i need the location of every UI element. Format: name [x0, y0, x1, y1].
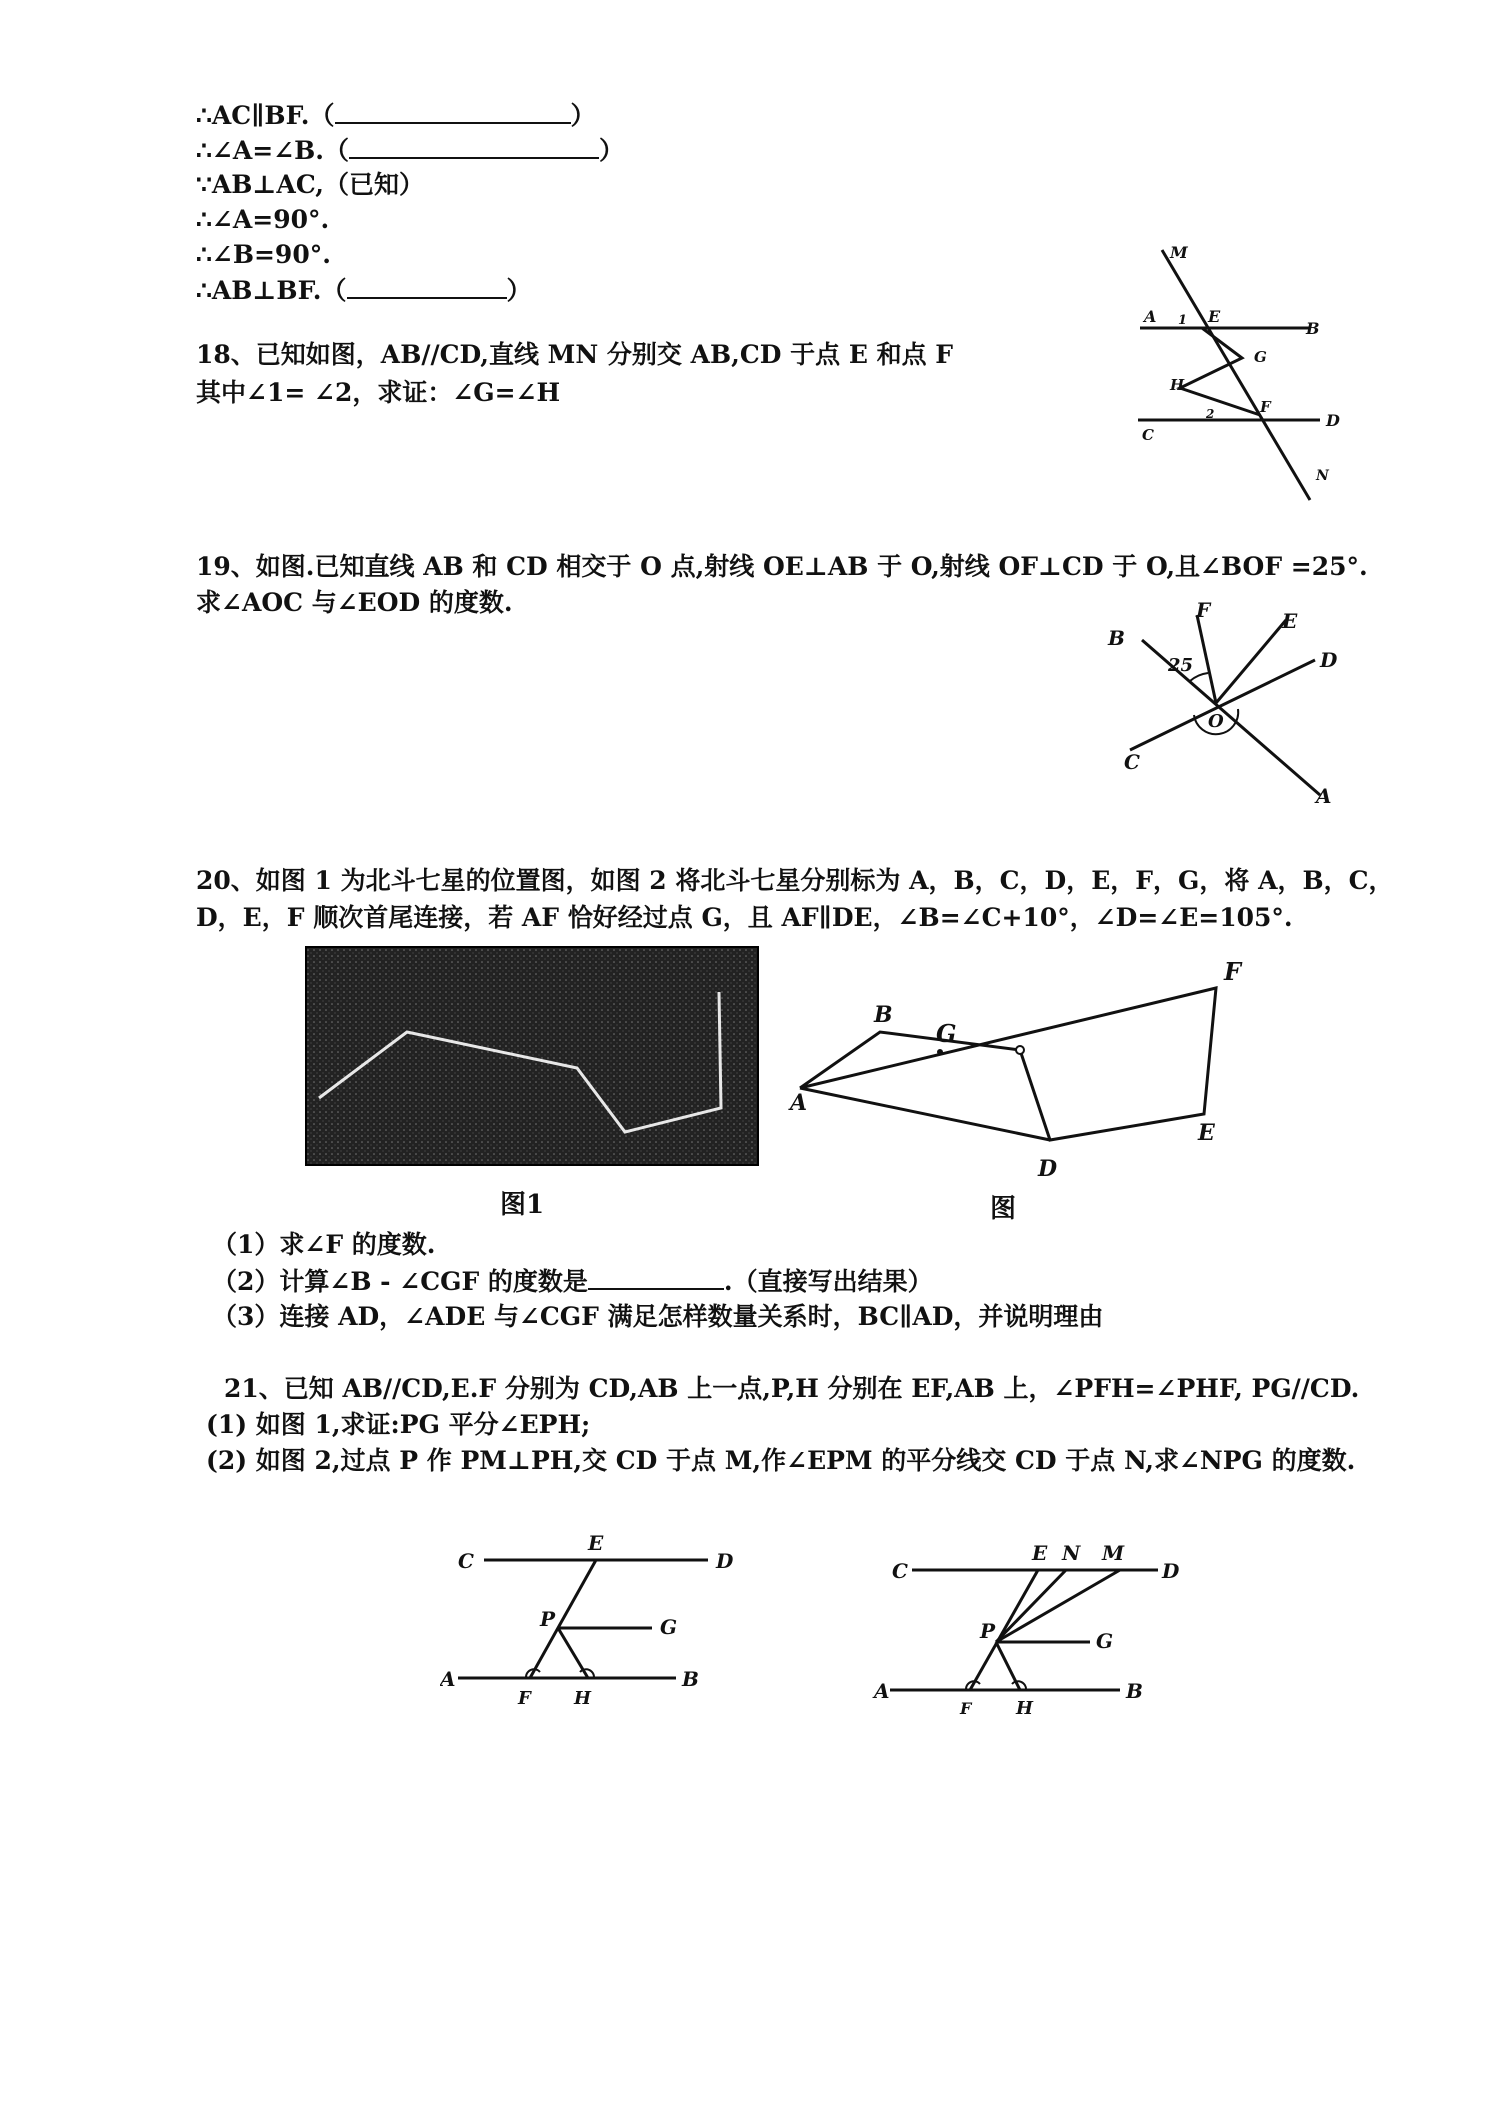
segment-ph — [996, 1642, 1020, 1690]
q20-text-1: 20、如图 1 为北斗七星的位置图，如图 2 将北斗七星分别标为 A，B，C，D，E，F，G，将 A，B，C， — [196, 866, 1394, 895]
q21-figure-2 — [870, 1530, 1190, 1730]
label-d: D — [1038, 1156, 1058, 1180]
label-d: D — [1326, 411, 1340, 430]
label-g: G — [660, 1615, 678, 1639]
label-g: G — [936, 1019, 957, 1048]
label-d: D — [1162, 1559, 1180, 1583]
label-f: F — [1224, 957, 1242, 986]
label-angle-2: 2 — [1206, 407, 1215, 421]
q21-text-3: (2) 如图 2,过点 P 作 PM⊥PH,交 CD 于点 M,作∠EPM 的平分线交 CD 于点 N,求∠NPG 的度数. — [206, 1446, 1356, 1475]
proof-line-1: ∴AC∥BF.（ ） — [196, 101, 596, 130]
q21-figure-1 — [440, 1520, 740, 1720]
q21-text-1: 21、已知 AB//CD,E.F 分别为 CD,AB 上一点,P,H 分别在 EF,AB 上，∠PFH=∠PHF, PG//CD. — [224, 1374, 1360, 1403]
label-d: D — [1320, 648, 1338, 672]
label-a: A — [874, 1679, 890, 1703]
label-p: P — [540, 1607, 556, 1631]
q18-figure — [1120, 240, 1360, 510]
proof-line-2: ∴∠A=∠B.（ ） — [196, 136, 624, 165]
label-angle-1: 1 — [1178, 313, 1188, 328]
label-g: G — [1254, 348, 1267, 366]
label-a: A — [1144, 307, 1157, 326]
label-a: A — [790, 1090, 808, 1116]
answer-blank[interactable] — [347, 275, 507, 299]
fig1-caption: 图1 — [500, 1190, 545, 1220]
proof-line-5: ∴∠B=90°. — [196, 240, 331, 269]
big-dipper-photo-drawing — [307, 948, 757, 1164]
label-b: B — [1306, 319, 1320, 338]
label-p: P — [980, 1619, 996, 1643]
label-e: E — [1198, 1120, 1215, 1146]
label-c: C — [892, 1559, 908, 1583]
dipper-polygon — [800, 988, 1216, 1140]
q20-sub-2: （2）计算∠B - ∠CGF 的度数是 .（直接写出结果） — [212, 1267, 933, 1296]
label-o: O — [1208, 711, 1224, 732]
fig2-caption: 图 — [990, 1194, 1017, 1224]
segment-ad — [800, 1088, 1050, 1140]
label-h: H — [1016, 1698, 1034, 1719]
label-n: N — [1316, 468, 1329, 484]
label-g: G — [1096, 1629, 1114, 1653]
label-b: B — [874, 1002, 893, 1028]
q18-text-2: 其中∠1= ∠2，求证：∠G=∠H — [196, 378, 561, 407]
big-dipper-photo — [305, 946, 759, 1166]
q20-text-2: D，E，F 顺次首尾连接，若 AF 恰好经过点 G，且 AF∥DE，∠B=∠C+10°，∠D=∠E=105°. — [196, 903, 1293, 932]
q20-figure-2 — [780, 950, 1260, 1180]
q21-text-2: (1) 如图 1,求证:PG 平分∠EPH; — [206, 1410, 591, 1439]
zigzag-eghf — [1180, 328, 1260, 415]
answer-blank[interactable] — [349, 135, 599, 159]
label-f: F — [960, 1699, 972, 1718]
label-e: E — [1282, 609, 1298, 633]
label-b: B — [682, 1667, 699, 1691]
line-cd — [1130, 660, 1315, 750]
label-h: H — [574, 1688, 592, 1709]
label-n: N — [1062, 1541, 1081, 1565]
label-f: F — [518, 1688, 531, 1709]
proof-line-6: ∴AB⊥BF.（ ） — [196, 276, 532, 305]
answer-blank[interactable] — [335, 100, 571, 124]
q18-text-1: 18、已知如图，AB//CD,直线 MN 分别交 AB,CD 于点 E 和点 F — [196, 340, 954, 369]
label-d: D — [716, 1549, 734, 1573]
q20-sub-3: （3）连接 AD，∠ADE 与∠CGF 满足怎样数量关系时，BC∥AD，并说明理由 — [212, 1302, 1104, 1331]
label-h: H — [1170, 376, 1185, 394]
point-g — [937, 1049, 943, 1055]
label-f: F — [1196, 598, 1211, 622]
line-mn — [1162, 250, 1310, 500]
label-e: E — [1032, 1541, 1048, 1565]
label-e: E — [588, 1531, 604, 1555]
q19-text-2: 求∠AOC 与∠EOD 的度数. — [196, 588, 513, 617]
answer-blank[interactable] — [588, 1266, 724, 1290]
label-b: B — [1108, 626, 1125, 650]
label-angle-25: 25 — [1168, 655, 1194, 676]
label-f: F — [1260, 398, 1271, 416]
q20-sub-1: （1）求∠F 的度数. — [212, 1230, 436, 1259]
proof-line-4: ∴∠A=90°. — [196, 205, 330, 234]
label-c: C — [1142, 426, 1154, 444]
label-a: A — [1316, 784, 1332, 808]
q19-figure — [1090, 595, 1350, 815]
proof-line-3: ∵AB⊥AC,（已知） — [196, 170, 424, 199]
point-c — [1016, 1046, 1024, 1054]
label-b: B — [1126, 1679, 1143, 1703]
label-m: M — [1170, 243, 1188, 262]
label-c: C — [458, 1549, 474, 1573]
label-c: C — [1124, 750, 1140, 774]
q19-text-1: 19、如图.已知直线 AB 和 CD 相交于 O 点,射线 OE⊥AB 于 O,射线 OF⊥CD 于 O,且∠BOF =25°. — [196, 552, 1368, 581]
label-e: E — [1208, 307, 1221, 326]
label-a: A — [440, 1667, 456, 1691]
label-m: M — [1102, 1541, 1125, 1565]
